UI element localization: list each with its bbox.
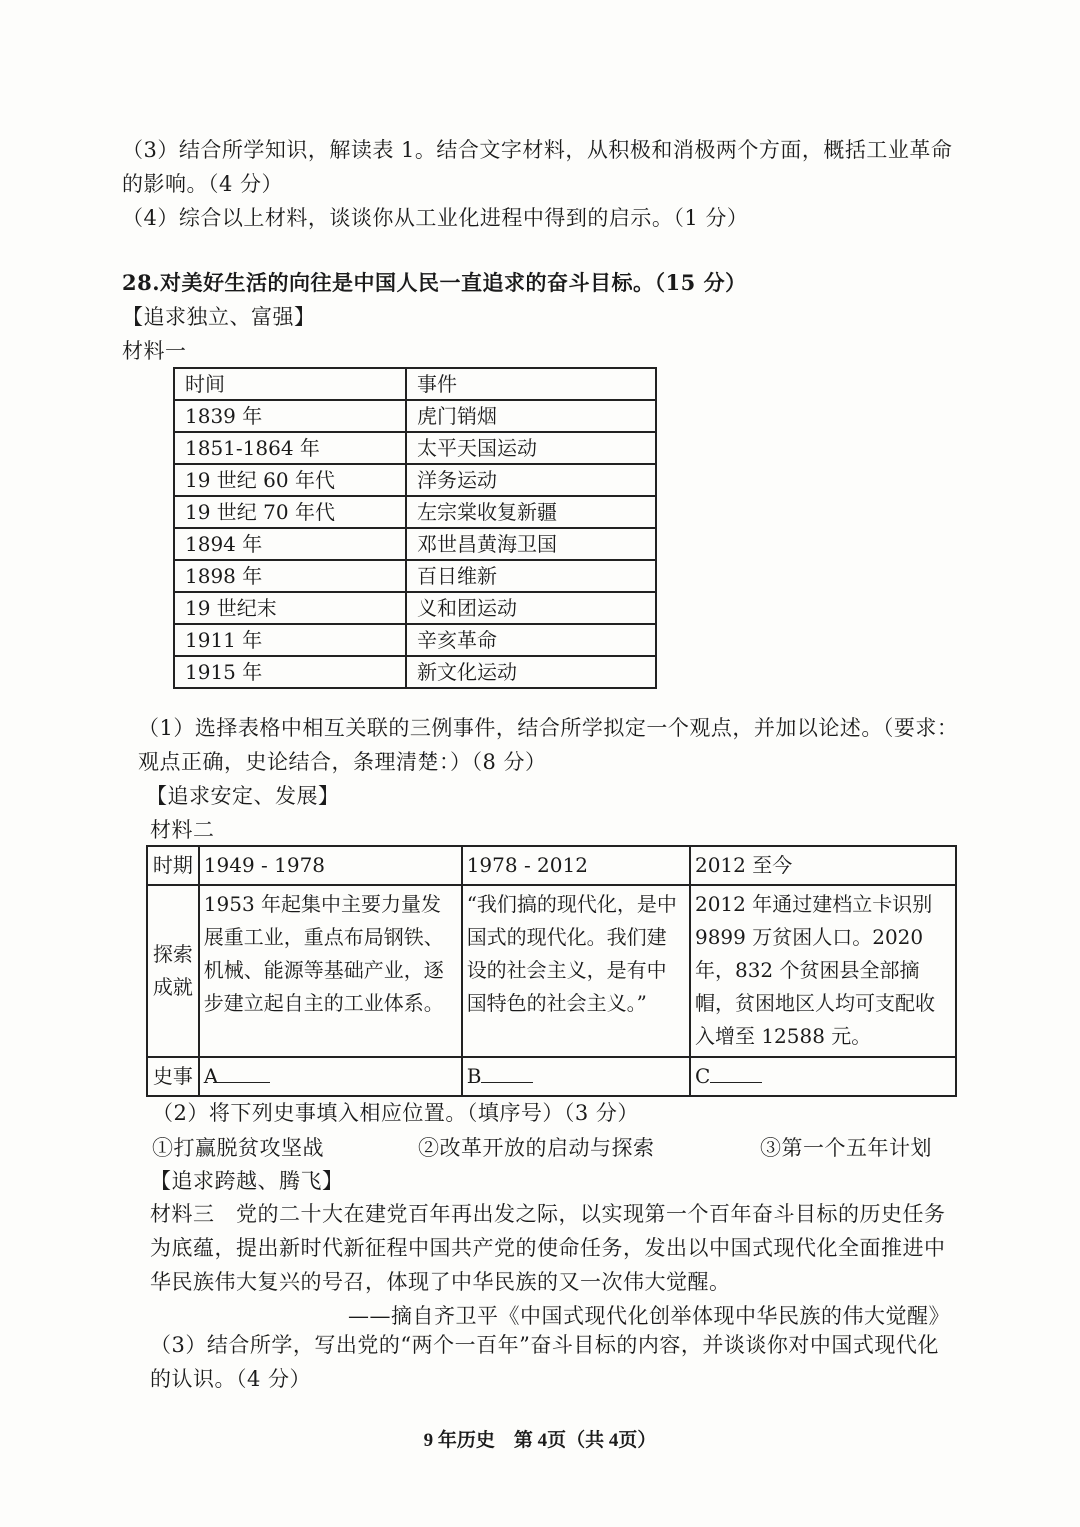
achievement-2: “我们搞的现代化，是中国式的现代化。我们建设的社会主义，是有中国特色的社会主义。”	[462, 885, 690, 1057]
blank-b-letter: B	[466, 1064, 482, 1088]
material3-line3: 华民族伟大复兴的号召，体现了中华民族的又一次伟大觉醒。	[150, 1270, 731, 1294]
row-event: 新文化运动	[406, 656, 656, 688]
table-row	[174, 432, 656, 464]
material1-label: 材料一	[122, 339, 187, 363]
material2-label: 材料二	[150, 818, 215, 842]
table2-period-row	[147, 846, 956, 885]
table-row	[174, 528, 656, 560]
table-row	[174, 496, 656, 528]
blank-a-letter: A	[203, 1064, 219, 1088]
blank-b[interactable]	[462, 1057, 690, 1096]
row-time: 1894 年	[174, 528, 406, 560]
option-1: ①打赢脱贫攻坚战	[152, 1136, 324, 1160]
blank-a[interactable]	[199, 1057, 462, 1096]
table2-event-row	[147, 1057, 956, 1096]
row-time: 1851-1864 年	[174, 432, 406, 464]
q28-part2: （2）将下列史事填入相应位置。（填序号）（3 分）	[152, 1101, 639, 1125]
header-time: 时间	[174, 368, 406, 400]
option-3: ③第一个五年计划	[760, 1136, 932, 1160]
material3-source: ——摘自齐卫平《中国式现代化创举体现中华民族的伟大觉醒》	[348, 1304, 950, 1328]
table-row	[174, 656, 656, 688]
q28-title: 28.对美好生活的向往是中国人民一直追求的奋斗目标。（15 分）	[122, 270, 747, 295]
material3-line1: 材料三 党的二十大在建党百年再出发之际，以实现第一个百年奋斗目标的历史任务	[150, 1202, 946, 1226]
achievement-1: 1953 年起集中主要力量发展重工业，重点布局钢铁、机械、能源等基础产业，逐步建立起自主的工业体系。	[199, 885, 462, 1057]
period-3: 2012 至今	[690, 846, 956, 885]
page-footer: 9 年历史 第 4页（共 4页）	[423, 1430, 657, 1451]
achievement-label: 探索成就	[147, 885, 199, 1057]
q27-part3-line2: 的影响。（4 分）	[122, 172, 284, 196]
blank-c-letter: C	[694, 1064, 711, 1088]
section-heading-2: 【追求安定、发展】	[146, 784, 340, 808]
blank-b-line	[481, 1064, 533, 1083]
header-event: 事件	[406, 368, 656, 400]
q27-part3-line1: （3）结合所学知识，解读表 1。结合文字材料，从积极和消极两个方面，概括工业革命	[122, 138, 953, 162]
row-event: 邓世昌黄海卫国	[406, 528, 656, 560]
section-heading-1: 【追求独立、富强】	[122, 305, 316, 329]
period-2: 1978 - 2012	[462, 846, 690, 885]
row-event: 辛亥革命	[406, 624, 656, 656]
q28-part3-line1: （3）结合所学，写出党的“两个一百年”奋斗目标的内容，并谈谈你对中国式现代化	[150, 1333, 939, 1357]
row-time: 19 世纪 70 年代	[174, 496, 406, 528]
row-time: 1911 年	[174, 624, 406, 656]
row-event: 虎门销烟	[406, 400, 656, 432]
row-time: 1915 年	[174, 656, 406, 688]
material3-line2: 为底蕴，提出新时代新征程中国共产党的使命任务，发出以中国式现代化全面推进中	[150, 1236, 946, 1260]
section-heading-3: 【追求跨越、腾飞】	[150, 1169, 344, 1193]
q28-part3-line2: 的认识。（4 分）	[150, 1367, 312, 1391]
table1-header-row	[174, 368, 656, 400]
period-1: 1949 - 1978	[199, 846, 462, 885]
row-time: 1898 年	[174, 560, 406, 592]
row-time: 1839 年	[174, 400, 406, 432]
table-row	[174, 560, 656, 592]
table-row	[174, 464, 656, 496]
row-event: 洋务运动	[406, 464, 656, 496]
table-row	[174, 400, 656, 432]
period-label: 时期	[147, 846, 199, 885]
row-event: 左宗棠收复新疆	[406, 496, 656, 528]
achievement-3: 2012 年通过建档立卡识别 9899 万贫困人口。2020 年，832 个贫困县全部摘帽，贫困地区人均可支配收入增至 12588 元。	[690, 885, 956, 1057]
table-row	[174, 592, 656, 624]
table-row	[174, 624, 656, 656]
table2-achievement-row	[147, 885, 956, 1057]
option-2: ②改革开放的启动与探索	[418, 1136, 655, 1160]
row-time: 19 世纪末	[174, 592, 406, 624]
row-event: 百日维新	[406, 560, 656, 592]
row-event: 太平天国运动	[406, 432, 656, 464]
q28-part1-line2: 观点正确，史论结合，条理清楚：）（8 分）	[138, 750, 547, 774]
blank-c[interactable]	[690, 1057, 956, 1096]
blank-c-line	[710, 1064, 762, 1083]
row-time: 19 世纪 60 年代	[174, 464, 406, 496]
row-event: 义和团运动	[406, 592, 656, 624]
q27-part4: （4）综合以上材料，谈谈你从工业化进程中得到的启示。（1 分）	[122, 206, 749, 230]
timeline-table	[173, 367, 657, 689]
q28-part1-line1: （1）选择表格中相互关联的三例事件，结合所学拟定一个观点，并加以论述。（要求：	[138, 716, 959, 740]
blank-a-line	[218, 1064, 270, 1083]
event-label: 史事	[147, 1057, 199, 1096]
development-table	[146, 845, 957, 1097]
